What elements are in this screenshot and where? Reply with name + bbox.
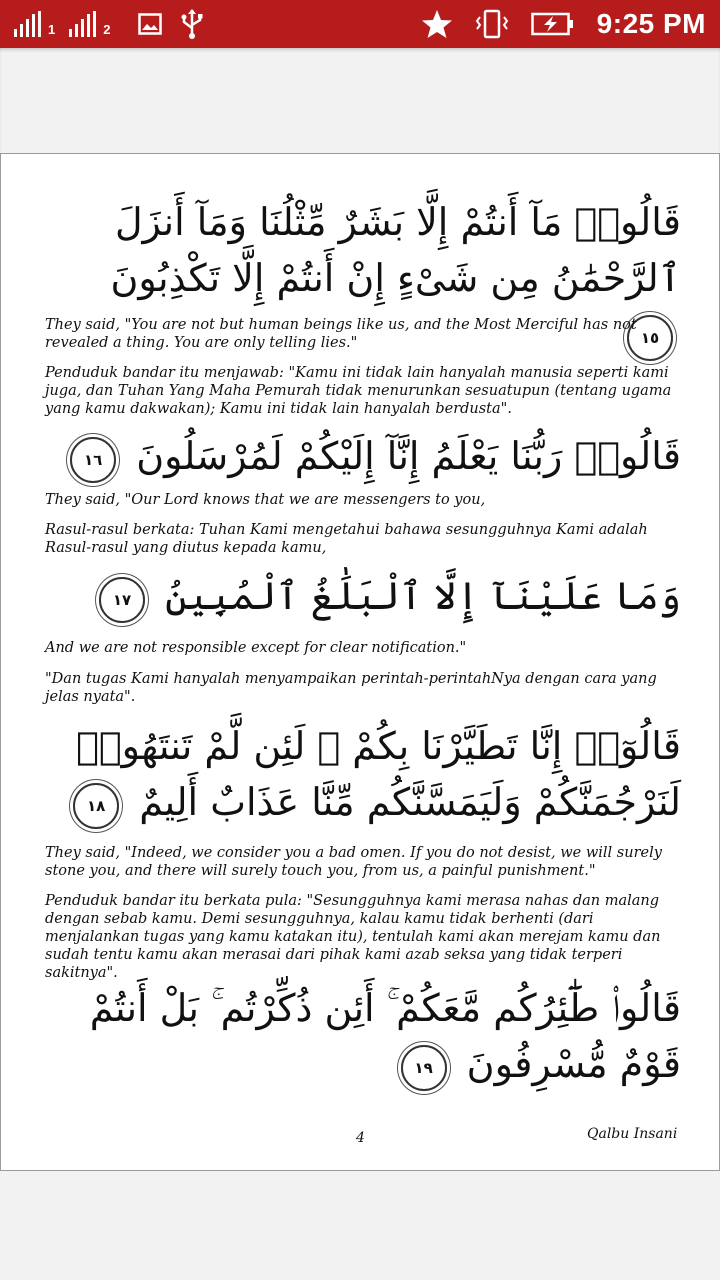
ayah-text: قَالُوا۟ طَٰٓئِرُكُم مَّعَكُمْ ۚ أَئِن ذُكِّرْتُم ۚ بَلْ أَنتُمْ قَوْمٌ مُّسْرِفُونَ xyxy=(89,986,681,1086)
ayah-arabic xyxy=(41,428,681,484)
ayah-text: قَالُوا۟ رَبُّنَا يَعْلَمُ إِنَّآ إِلَيْكُمْ لَمُرْسَلُونَ xyxy=(136,434,681,478)
signal-icon xyxy=(14,11,41,37)
sim1-label: 1 xyxy=(48,21,56,37)
english-translation: They said, "You are not but human beings like us, and the Most Merciful has not revealed a thing. You are only telling lies." xyxy=(45,317,637,351)
page-number: 4 xyxy=(356,1130,365,1146)
sim2-label: 2 xyxy=(103,21,111,37)
vibrate-icon xyxy=(475,9,509,39)
publisher-name: Qalbu Insani xyxy=(587,1126,678,1142)
usb-icon xyxy=(180,8,204,40)
ayah-arabic xyxy=(41,980,681,1092)
english-translation: They said, "Indeed, we consider you a bad omen. If you do not desist, we will surely stone you, and there will surely touch you, from us, a painful punishment." xyxy=(45,845,662,879)
english-translation: They said, "Our Lord knows that we are messengers to you, xyxy=(45,492,486,508)
ayah-number-marker: ١٨ xyxy=(73,783,119,829)
malay-translation: Penduduk bandar itu menjawab: "Kamu ini tidak lain hanyalah manusia seperti kami juga, dan Tuhan Yang Maha Pemurah tidak menurunkan sesuatupun (tentang ugama yang kamu dakwakan); Kamu ini tidak lain hanyalah berdusta". xyxy=(45,365,672,417)
star-icon xyxy=(421,9,453,39)
ayah-text: وَمَا عَلَيْنَآ إِلَّا ٱلْبَلَٰغُ ٱلْمُبِينُ xyxy=(165,574,681,618)
document-page[interactable] xyxy=(0,153,720,1171)
clock: 9:25 PM xyxy=(596,8,706,39)
reader-toolbar[interactable] xyxy=(0,48,720,152)
battery-charging-icon xyxy=(531,12,575,36)
malay-translation: Penduduk bandar itu berkata pula: "Sesungguhnya kami merasa nahas dan malang dengan sebab kamu. Demi sesungguhnya, kalau kamu tidak berhenti (dari menjalankan tugas yang kamu katakan itu), tentulah kami akan merejam kamu dan sudah tentu kamu akan merasai dari pihak kami azab seksa yang tidak terperi sakitnya". xyxy=(45,893,661,981)
english-translation: And we are not responsible except for clear notification." xyxy=(45,640,467,656)
malay-translation: "Dan tugas Kami hanyalah menyampaikan perintah-perintahNya dengan cara yang jelas nyata". xyxy=(45,671,657,705)
malay-translation: Rasul-rasul berkata: Tuhan Kami mengetahui bahawa sesungguhnya Kami adalah Rasul-rasul yang diutus kepada kamu, xyxy=(45,522,648,556)
image-icon xyxy=(138,13,162,35)
ayah-number-marker: ١٦ xyxy=(70,437,116,483)
ayah-text: قَالُوا۟ مَآ أَنتُمْ إِلَّا بَشَرٌ مِّثْلُنَا وَمَآ أَنزَلَ ٱلرَّحْمَٰنُ مِن شَىْءٍ إِنْ أَنتُمْ إِلَّا تَكْذِبُونَ xyxy=(110,200,681,300)
ayah-text: قَالُوٓا۟ إِنَّا تَطَيَّرْنَا بِكُمْ ۖ لَئِن لَّمْ تَنتَهُوا۟ لَنَرْجُمَنَّكُمْ وَلَيَمَسَّنَّكُم مِّنَّا عَذَابٌ أَلِيمٌ xyxy=(76,724,681,824)
ayah-number-marker: ١٥ xyxy=(627,315,673,361)
status-bar xyxy=(0,0,720,48)
ayah-arabic xyxy=(41,568,681,624)
ayah-number-marker: ١٩ xyxy=(401,1045,447,1091)
ayah-number-marker: ١٧ xyxy=(99,577,145,623)
ayah-arabic xyxy=(41,718,681,830)
signal-icon xyxy=(69,11,96,37)
